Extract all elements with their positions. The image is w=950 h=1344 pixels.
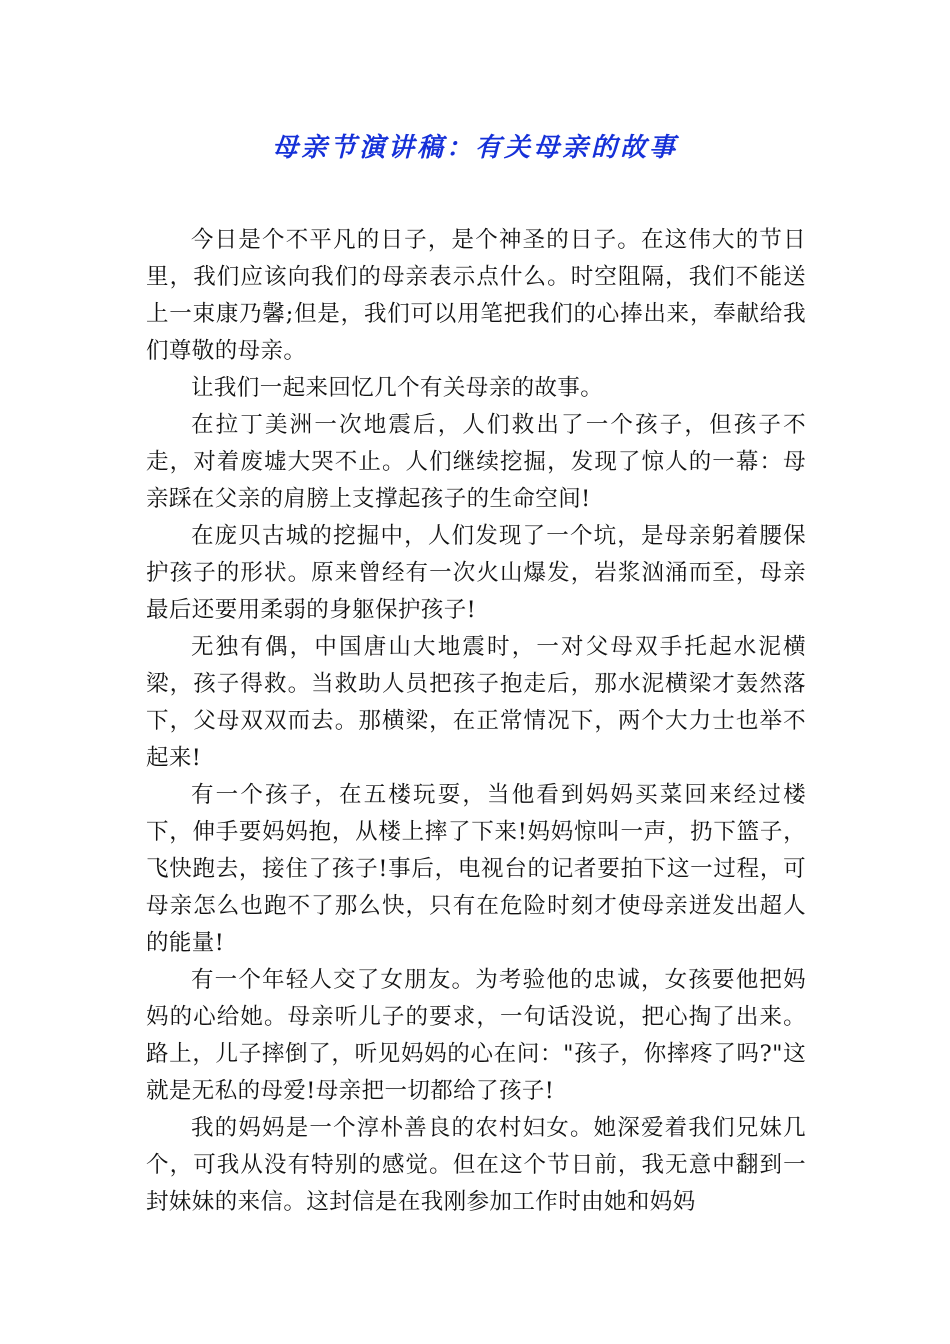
paragraph: 有一个年轻人交了女朋友。为考验他的忠诚，女孩要他把妈妈的心给她。母亲听儿子的要求，一句话没说，把心掏了出来。路上，儿子摔倒了，听见妈妈的心在问："孩子，你摔疼了吗?"这就是无私的母爱!母亲把一切都给了孩子! [146,967,806,1104]
paragraph: 在庞贝古城的挖掘中，人们发现了一个坑，是母亲躬着腰保护孩子的形状。原来曾经有一次火山爆发，岩浆汹涌而至，母亲最后还要用柔弱的身躯保护孩子! [146,523,806,623]
document-body [146,222,806,1221]
paragraph: 今日是个不平凡的日子，是个神圣的日子。在这伟大的节日里，我们应该向我们的母亲表示点什么。时空阻隔，我们不能送上一束康乃馨;但是，我们可以用笔把我们的心捧出来，奉献给我们尊敬的母亲。 [146,227,806,364]
paragraph: 无独有偶，中国唐山大地震时，一对父母双手托起水泥横梁，孩子得救。当救助人员把孩子抱走后，那水泥横梁才轰然落下，父母双双而去。那横梁，在正常情况下，两个大力士也举不起来! [146,634,806,771]
paragraph: 有一个孩子，在五楼玩耍，当他看到妈妈买菜回来经过楼下，伸手要妈妈抱，从楼上摔了下来!妈妈惊叫一声，扔下篮子，飞快跑去，接住了孩子!事后，电视台的记者要拍下这一过程，可母亲怎么也跑不了那么快，只有在危险时刻才使母亲迸发出超人的能量! [146,782,806,956]
paragraph: 让我们一起来回忆几个有关母亲的故事。 [191,375,604,401]
paragraph: 我的妈妈是一个淳朴善良的农村妇女。她深爱着我们兄妹几个，可我从没有特别的感觉。但在这个节日前，我无意中翻到一封妹妹的来信。这封信是在我刚参加工作时由她和妈妈 [146,1115,806,1215]
document-title: 母亲节演讲稿：有关母亲的故事 [271,133,678,163]
paragraph: 在拉丁美洲一次地震后，人们救出了一个孩子，但孩子不走，对着废墟大哭不止。人们继续挖掘，发现了惊人的一幕：母亲踩在父亲的肩膀上支撑起孩子的生命空间! [146,412,806,512]
